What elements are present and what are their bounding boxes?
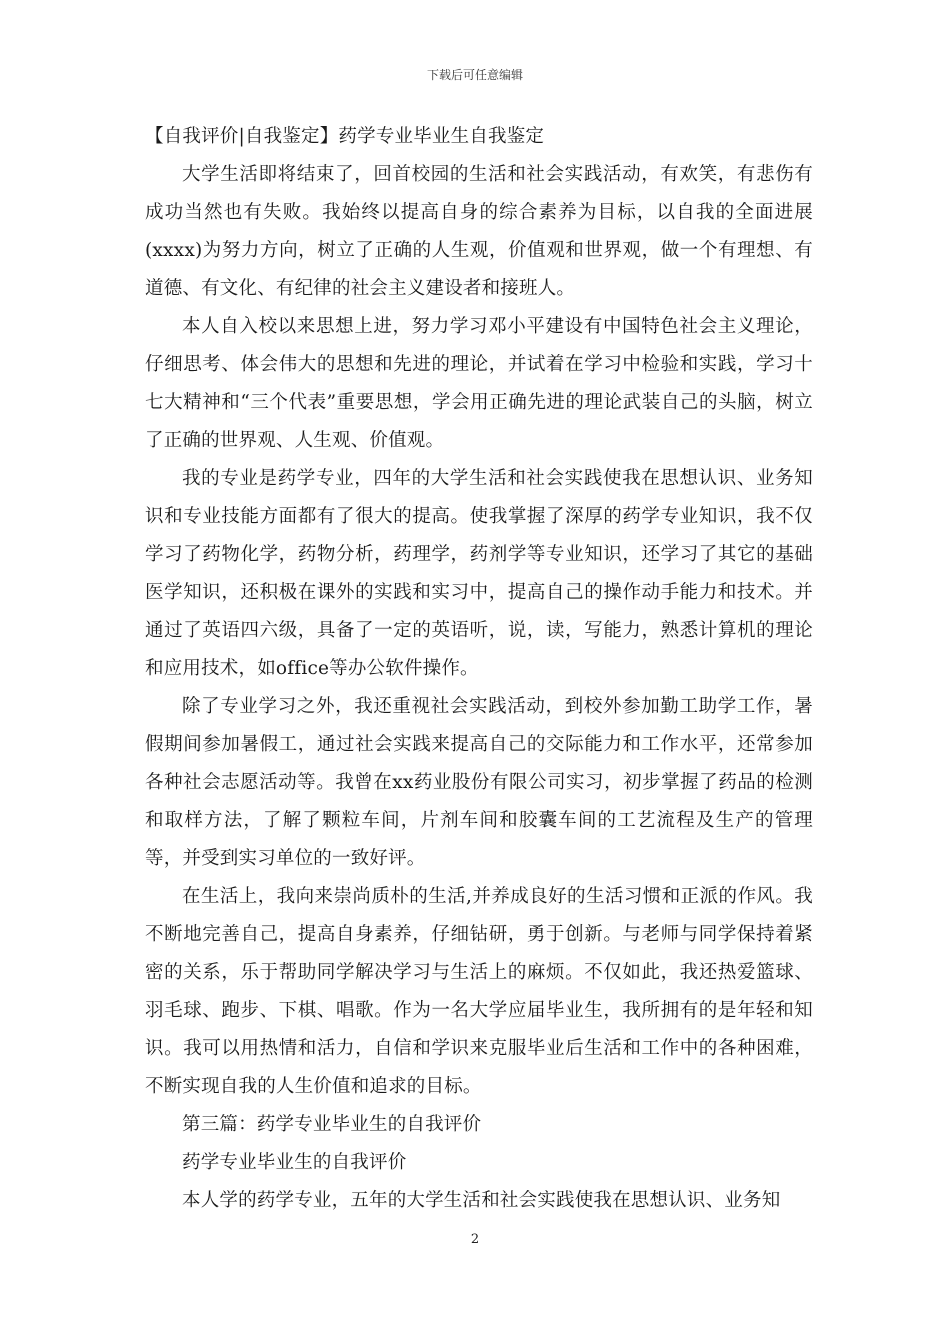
- paragraph: 在生活上，我向来崇尚质朴的生活,并养成良好的生活习惯和正派的作风。我不断地完善自己，提高自身素养，仔细钻研，勇于创新。与老师与同学保持着紧密的关系，乐于帮助同学解决学习与生活上的麻烦。不仅如此，我还热爱篮球、羽毛球、跑步、下棋、唱歌。作为一名大学应届毕业生，我所拥有的是年轻和知识。我可以用热情和活力，自信和学识来克服毕业后生活和工作中的各种困难，不断实现自我的人生价值和追求的目标。: [145, 886, 813, 1097]
- paragraph: 大学生活即将结束了，回首校园的生活和社会实践活动，有欢笑，有悲伤有成功当然也有失败。我始终以提高自身的综合素养为目标，以自我的全面进展(xxxx)为努力方向，树立了正确的人生观，价值观和世界观，做一个有理想、有道德、有文化、有纪律的社会主义建设者和接班人。: [145, 164, 813, 299]
- section-heading: 第三篇：药学专业毕业生的自我评价: [182, 1114, 482, 1135]
- document-body: [145, 118, 813, 1220]
- paragraph: 我的专业是药学专业，四年的大学生活和社会实践使我在思想认识、业务知识和专业技能方面都有了很大的提高。使我掌握了深厚的药学专业知识，我不仅学习了药物化学，药物分析，药理学，药剂学等专业知识，还学习了其它的基础医学知识，还积极在课外的实践和实习中，提高自己的操作动手能力和技术。并通过了英语四六级，具备了一定的英语听，说，读，写能力，熟悉计算机的理论和应用技术，如office等办公软件操作。: [145, 468, 813, 679]
- paragraph: 本人自入校以来思想上进，努力学习邓小平建设有中国特色社会主义理论，仔细思考、体会伟大的思想和先进的理论，并试着在学习中检验和实践，学习十七大精神和“三个代表”重要思想，学会用正确先进的理论武装自己的头脑，树立了正确的世界观、人生观、价值观。: [145, 316, 813, 451]
- page-header: 下载后可任意编辑: [426, 68, 523, 82]
- paragraph: 除了专业学习之外，我还重视社会实践活动，到校外参加勤工助学工作，暑假期间参加暑假工，通过社会实践来提高自己的交际能力和工作水平，还常参加各种社会志愿活动等。我曾在xx药业股份有限公司实习，初步掌握了药品的检测和取样方法，了解了颗粒车间，片剂车间和胶囊车间的工艺流程及生产的管理等，并受到实习单位的一致好评。: [145, 696, 813, 869]
- section-subheading: 药学专业毕业生的自我评价: [182, 1152, 407, 1173]
- document-title: 【自我评价|自我鉴定】药学专业毕业生自我鉴定: [145, 126, 545, 147]
- page-number: 2: [470, 1232, 480, 1247]
- paragraph: 本人学的药学专业，五年的大学生活和社会实践使我在思想认识、业务知: [182, 1190, 781, 1211]
